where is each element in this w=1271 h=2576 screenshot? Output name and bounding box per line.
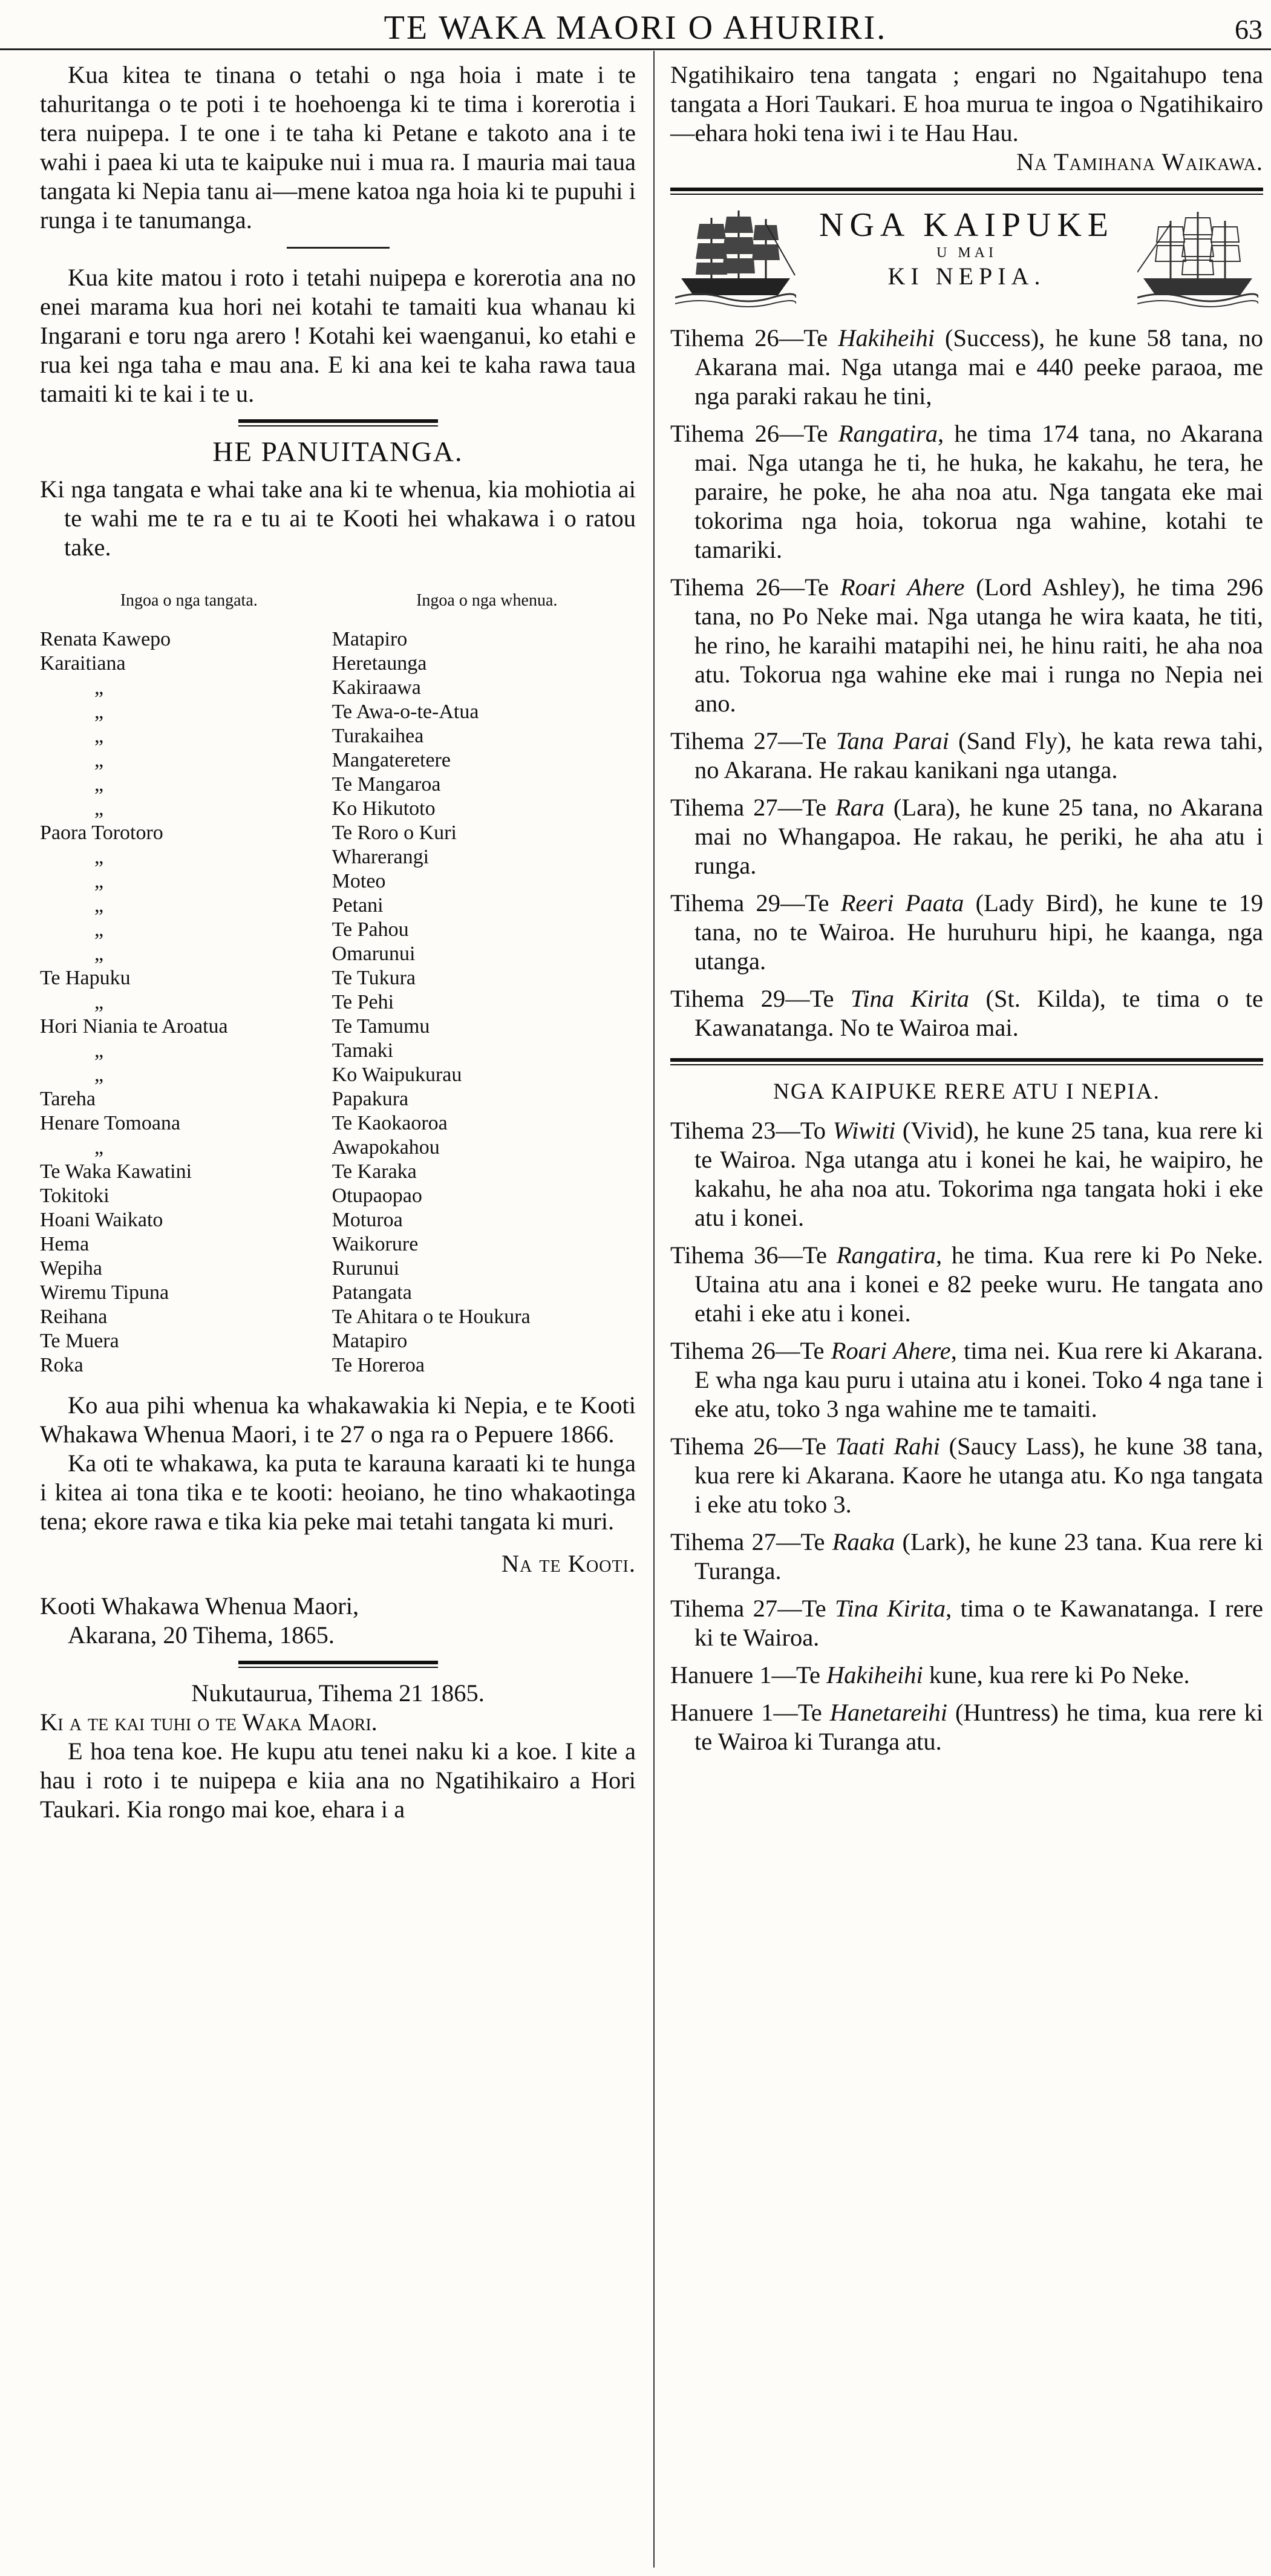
departures-title: NGA KAIPUKE RERE ATU I NEPIA.	[773, 1079, 1160, 1104]
ship-date: Tihema 29—Te	[670, 985, 851, 1012]
land-name: Te Kaokaoroa	[332, 1112, 448, 1134]
claimant-name: „	[94, 846, 104, 868]
notice-title: HE PANUITANGA.	[212, 436, 463, 468]
departures-list	[670, 1116, 1263, 1756]
claimant-name: Wiremu Tipuna	[40, 1281, 169, 1304]
claimant-name: „	[94, 773, 104, 796]
ship-entry	[670, 727, 1263, 785]
ship-date: Tihema 27—Te	[670, 1595, 835, 1622]
ship-entry	[670, 1241, 1263, 1328]
ship-details: (Lady Bird), he kune te 19 tana, no te Wairoa. He huruhuru hipi, he kaanga, nga utanga.	[694, 889, 1263, 975]
ships-title-line3: KI NEPIA.	[887, 263, 1046, 290]
ship-date: Tihema 26—Te	[670, 420, 838, 447]
ship-date: Hanuere 1—Te	[670, 1661, 827, 1688]
ship-name: Roari Ahere	[831, 1337, 951, 1364]
ship-date: Tihema 27—Te	[670, 794, 835, 821]
claimant-name: „	[94, 918, 104, 941]
table-row	[40, 869, 636, 894]
land-name: Heretaunga	[332, 652, 427, 675]
section-rule	[670, 188, 1263, 195]
article-child-body: Kua kite matou i roto i tetahi nuipepa e korerotia ana no enei marama kua hori nei kotahi te tamaiti kua whanau ki Ingarani e toru nga arero ! Kotahi kei waenganui, ko etahi e rua kei nga taha e mau ana. E ki ana kei te kaha rawa taua tamaiti ki te kai i te u.	[40, 264, 636, 407]
land-name: Te Karaka	[332, 1160, 417, 1183]
court-location-date: Akarana, 20 Tihema, 1865.	[68, 1621, 335, 1649]
table-row	[40, 942, 636, 966]
ship-date: Tihema 27—Te	[670, 1528, 832, 1555]
ship-date: Tihema 29—Te	[670, 889, 841, 917]
table-row	[40, 966, 636, 990]
notice-intro: Ki nga tangata e whai take ana ki te whenua, kia mohiotia ai te wahi me te ra e tu ai te Kooti hei whakawa i o ratou take.	[40, 476, 636, 561]
ship-date: Tihema 27—Te	[670, 727, 836, 754]
ship-date: Tihema 36—Te	[670, 1241, 837, 1269]
land-name: Waikorure	[332, 1233, 419, 1255]
ship-name: Raaka	[832, 1528, 895, 1555]
land-name: Te Roro o Kuri	[332, 822, 457, 844]
ship-details: , he tima. Kua rere ki Po Neke. Utaina atu ana i konei e 82 peeke wuru. He tangata ano etahi i eke atu i konei.	[694, 1241, 1263, 1327]
claimant-name: „	[94, 749, 104, 771]
ship-entry	[670, 1528, 1263, 1586]
claimant-name: Hori Niania te Aroatua	[40, 1015, 228, 1038]
letter-signature: Na Tamihana Waikawa.	[1016, 148, 1263, 175]
ship-date: Tihema 26—Te	[670, 324, 838, 351]
claimant-name: „	[94, 1136, 104, 1159]
table-row	[40, 627, 636, 652]
table-row	[40, 700, 636, 724]
claimant-name: Karaitiana	[40, 652, 126, 675]
table-row	[40, 1136, 636, 1160]
ships-title-line2: U MAI	[936, 245, 997, 261]
letter-dateline: Nukutaurua, Tihema 21 1865.	[191, 1679, 485, 1707]
table-row	[40, 1111, 636, 1136]
table-row	[40, 845, 636, 869]
ship-entry	[670, 573, 1263, 718]
table-row	[40, 1015, 636, 1039]
ship-entry	[670, 1594, 1263, 1652]
ship-date: Tihema 26—Te	[670, 1433, 835, 1460]
land-name: Kakiraawa	[332, 676, 421, 699]
land-name: Te Tukura	[332, 967, 416, 989]
ships-arrived-title	[809, 206, 1124, 292]
ship-name: Roari Ahere	[840, 574, 965, 601]
page-header	[0, 8, 1271, 51]
ship-entry	[670, 1661, 1263, 1690]
ships-arrived-header	[670, 206, 1263, 324]
land-name: Tamaki	[332, 1039, 394, 1062]
land-name: Rurunui	[332, 1257, 400, 1280]
ship-details: (St. Kilda), te tima o te Kawanatanga. No te Wairoa mai.	[694, 985, 1263, 1041]
ship-entry	[670, 1432, 1263, 1519]
claimant-name: „	[94, 1064, 104, 1086]
ship-details: (Lara), he kune 25 tana, no Akarana mai no Whangapoa. He rakau, he periki, he aha atu i runga.	[694, 794, 1263, 879]
masthead-title: TE WAKA MAORI O AHURIRI.	[384, 9, 887, 47]
ship-details: (Saucy Lass), he kune 38 tana, kua rere ki Akarana. Kaore he utanga atu. Ko nga tangata i eke atu toko 3.	[694, 1433, 1263, 1518]
left-column	[40, 60, 636, 1824]
land-name: Te Pahou	[332, 918, 409, 941]
ship-entry	[670, 1336, 1263, 1424]
lands-column-header: Ingoa o nga whenua.	[416, 591, 558, 610]
ship-details: (Vivid), he kune 25 tana, kua rere ki te Wairoa. Nga utanga atu i konei he kai, he waipiro, he kakahu, he aha noa atu. Tokorima nga tangata hoki i eke atu i konei.	[694, 1117, 1263, 1231]
sailing-ship-icon	[675, 206, 796, 309]
ship-details: , he tima 174 tana, no Akarana mai. Nga utanga he ti, he huka, he kakahu, he tera, he paraire, he poke, he aha noa atu. Nga tangata eke mai tokorima nga hoia, tokorua nga wahine, kotahi te tamariki.	[694, 420, 1263, 563]
claimant-name: „	[94, 725, 104, 747]
ship-name: Rangatira	[836, 1241, 936, 1269]
table-row	[40, 1063, 636, 1087]
ship-name: Hanetareihi	[829, 1699, 947, 1726]
table-row	[40, 1039, 636, 1063]
land-name: Matapiro	[332, 628, 408, 650]
land-name: Omarunui	[332, 943, 416, 965]
table-row	[40, 1257, 636, 1281]
ship-details: (Huntress) he tima, kua rere ki te Wairoa ki Turanga atu.	[694, 1699, 1263, 1755]
ship-name: Tina Kirita	[834, 1595, 946, 1622]
notice-court-date: Ko aua pihi whenua ka whakawakia ki Nepia, e te Kooti Whakawa Whenua Maori, i te 27 o nga ra o Pepuere 1866.	[40, 1391, 636, 1448]
ship-entry	[670, 419, 1263, 564]
land-claims-table	[40, 627, 636, 1378]
ship-name: Rara	[835, 794, 884, 821]
land-name: Ko Hikutoto	[332, 797, 436, 820]
claimant-name: „	[94, 701, 104, 723]
ship-details: (Sand Fly), he kata rewa tahi, no Akarana. He rakau kanikani nga utanga.	[694, 727, 1263, 783]
claimant-name: Te Waka Kawatini	[40, 1160, 192, 1183]
land-name: Matapiro	[332, 1330, 408, 1352]
claimant-name: „	[94, 797, 104, 820]
claimant-name: Hema	[40, 1233, 90, 1255]
letter-address: Ki a te kai tuhi o te Waka Maori.	[40, 1708, 377, 1736]
table-row	[40, 748, 636, 773]
ship-name: Rangatira	[838, 420, 938, 447]
claimant-name: „	[94, 676, 104, 699]
article-soldier-body: Kua kitea te tinana o tetahi o nga hoia i mate i te tahuritanga o te poti i te hoehoenga ki te tima i korerotia i tera nuipepa. I te one i te taha ki Petane e takoto ana i te wahi i paea ki uta te kaipuke nui i mua ra. I mauria mai taua tangata ki Nepia tanu ai—mene katoa nga hoia ki te pupuhi i runga i te tanumanga.	[40, 61, 636, 234]
claimant-name: „	[94, 894, 104, 917]
claimant-name: Te Muera	[40, 1330, 119, 1352]
table-row	[40, 652, 636, 676]
section-rule	[238, 419, 438, 427]
land-name: Te Ahitara o te Houkura	[332, 1306, 531, 1328]
section-rule	[238, 1661, 438, 1668]
claimant-name: Paora Torotoro	[40, 822, 163, 844]
table-row	[40, 797, 636, 821]
ship-details: (Lord Ashley), he tima 296 tana, no Po Neke mai. Nga utanga he wira kaata, he titi, he rino, he karaihi matapihi nei, he hinu raiti, he aha noa atu. Tokorua nga wahine eke mai i runga no Nepia nei ano.	[694, 574, 1263, 717]
claimant-name: Reihana	[40, 1306, 108, 1328]
claimant-name: „	[94, 943, 104, 965]
table-row	[40, 821, 636, 845]
page-number: 63	[1235, 14, 1263, 45]
table-row	[40, 1329, 636, 1353]
ship-entry	[670, 324, 1263, 411]
table-row	[40, 990, 636, 1015]
ship-details: (Success), he kune 58 tana, no Akarana mai. Nga utanga mai e 440 peeke paraoa, me nga paraki rakau he tini,	[694, 324, 1263, 410]
people-column-header: Ingoa o nga tangata.	[120, 591, 258, 610]
claimant-name: „	[94, 870, 104, 892]
ship-entry	[670, 1698, 1263, 1756]
land-name: Moturoa	[332, 1209, 403, 1231]
notice-grant-text: Ka oti te whakawa, ka puta te karauna karaati ki te hunga i kitea ai tona tika e te kooti: heoiano, he tino whakaotinga tena; ekore rawa e tika kia peke mai tetahi tangata ki muri.	[40, 1450, 636, 1535]
ship-name: Hakiheihi	[838, 324, 935, 351]
claimant-name: Tokitoki	[40, 1185, 109, 1207]
section-rule	[670, 1058, 1263, 1065]
land-name: Awapokahou	[332, 1136, 440, 1159]
land-name: Patangata	[332, 1281, 412, 1304]
ships-title-line1: NGA KAIPUKE	[819, 206, 1114, 244]
ship-date: Tihema 23—To	[670, 1117, 833, 1144]
ship-entry	[670, 889, 1263, 976]
arrivals-list	[670, 324, 1263, 1042]
table-row	[40, 918, 636, 942]
claimant-name: Henare Tomoana	[40, 1112, 181, 1134]
table-row	[40, 1232, 636, 1257]
ship-entry	[670, 793, 1263, 880]
letter-body: E hoa tena koe. He kupu atu tenei naku ki a koe. I kite a hau i roto i te nuipepa e kiia ana no Ngatihikairo a Hori Taukari. Kia rongo mai koe, ehara i a	[40, 1737, 636, 1823]
claimant-name: Renata Kawepo	[40, 628, 171, 650]
land-name: Te Tamumu	[332, 1015, 430, 1038]
land-name: Te Pehi	[332, 991, 394, 1013]
ship-details: , tima o te Kawanatanga. I rere ki te Wairoa.	[694, 1595, 1263, 1651]
table-row	[40, 1305, 636, 1329]
land-name: Te Awa-o-te-Atua	[332, 701, 479, 723]
ship-entry	[670, 1116, 1263, 1232]
land-name: Otupaopao	[332, 1185, 422, 1207]
land-name: Papakura	[332, 1088, 409, 1110]
claimant-name: Hoani Waikato	[40, 1209, 163, 1231]
ship-name: Reeri Paata	[840, 889, 964, 917]
ship-date: Tihema 26—Te	[670, 574, 840, 601]
court-name: Kooti Whakawa Whenua Maori,	[40, 1592, 359, 1620]
table-row	[40, 894, 636, 918]
table-row	[40, 1281, 636, 1305]
claimant-name: „	[94, 1039, 104, 1062]
claimant-name: Wepiha	[40, 1257, 102, 1280]
claimant-name: „	[94, 991, 104, 1013]
land-name: Ko Waipukurau	[332, 1064, 462, 1086]
ship-name: Tana Parai	[835, 727, 949, 754]
ship-name: Wiwiti	[832, 1117, 896, 1144]
ship-date: Tihema 26—Te	[670, 1337, 831, 1364]
ship-name: Taati Rahi	[835, 1433, 940, 1460]
ship-entry	[670, 984, 1263, 1042]
right-column	[670, 60, 1263, 1765]
table-row	[40, 773, 636, 797]
ship-details: (Lark), he kune 23 tana. Kua rere ki Turanga.	[694, 1528, 1263, 1584]
land-name: Petani	[332, 894, 384, 917]
land-table-header	[40, 586, 636, 615]
ship-name: Hakiheihi	[826, 1661, 923, 1688]
court-signature: Na te Kooti.	[501, 1550, 636, 1577]
ship-name: Tina Kirita	[850, 985, 970, 1012]
table-row	[40, 1160, 636, 1184]
table-row	[40, 1184, 636, 1208]
header-rule	[0, 48, 1271, 50]
land-name: Turakaihea	[332, 725, 424, 747]
land-name: Mangateretere	[332, 749, 451, 771]
claimant-name: Roka	[40, 1354, 83, 1376]
land-name: Moteo	[332, 870, 386, 892]
letter-continuation: Ngatihikairo tena tangata ; engari no Ngaitahupo tena tangata a Hori Taukari. E hoa murua te ingoa o Ngatihikairo—ehara hoki tena iwi i te Hau Hau.	[670, 61, 1263, 146]
table-row	[40, 1087, 636, 1111]
land-name: Te Horeroa	[332, 1354, 425, 1376]
claimant-name: Te Hapuku	[40, 967, 131, 989]
ship-details: kune, kua rere ki Po Neke.	[923, 1661, 1190, 1688]
table-row	[40, 724, 636, 748]
column-divider	[653, 51, 655, 2568]
land-name: Te Mangaroa	[332, 773, 441, 796]
land-name: Wharerangi	[332, 846, 430, 868]
table-row	[40, 676, 636, 700]
table-row	[40, 1353, 636, 1378]
ship-details: , tima nei. Kua rere ki Akarana. E wha nga kau puru i utaina atu i konei. Toko 4 nga tane i eke atu, toko 3 nga wahine me te tamaiti.	[694, 1337, 1263, 1422]
separator-rule	[287, 247, 390, 249]
ship-date: Hanuere 1—Te	[670, 1699, 830, 1726]
claimant-name: Tareha	[40, 1088, 96, 1110]
sailing-ship-icon	[1137, 206, 1258, 309]
table-row	[40, 1208, 636, 1232]
